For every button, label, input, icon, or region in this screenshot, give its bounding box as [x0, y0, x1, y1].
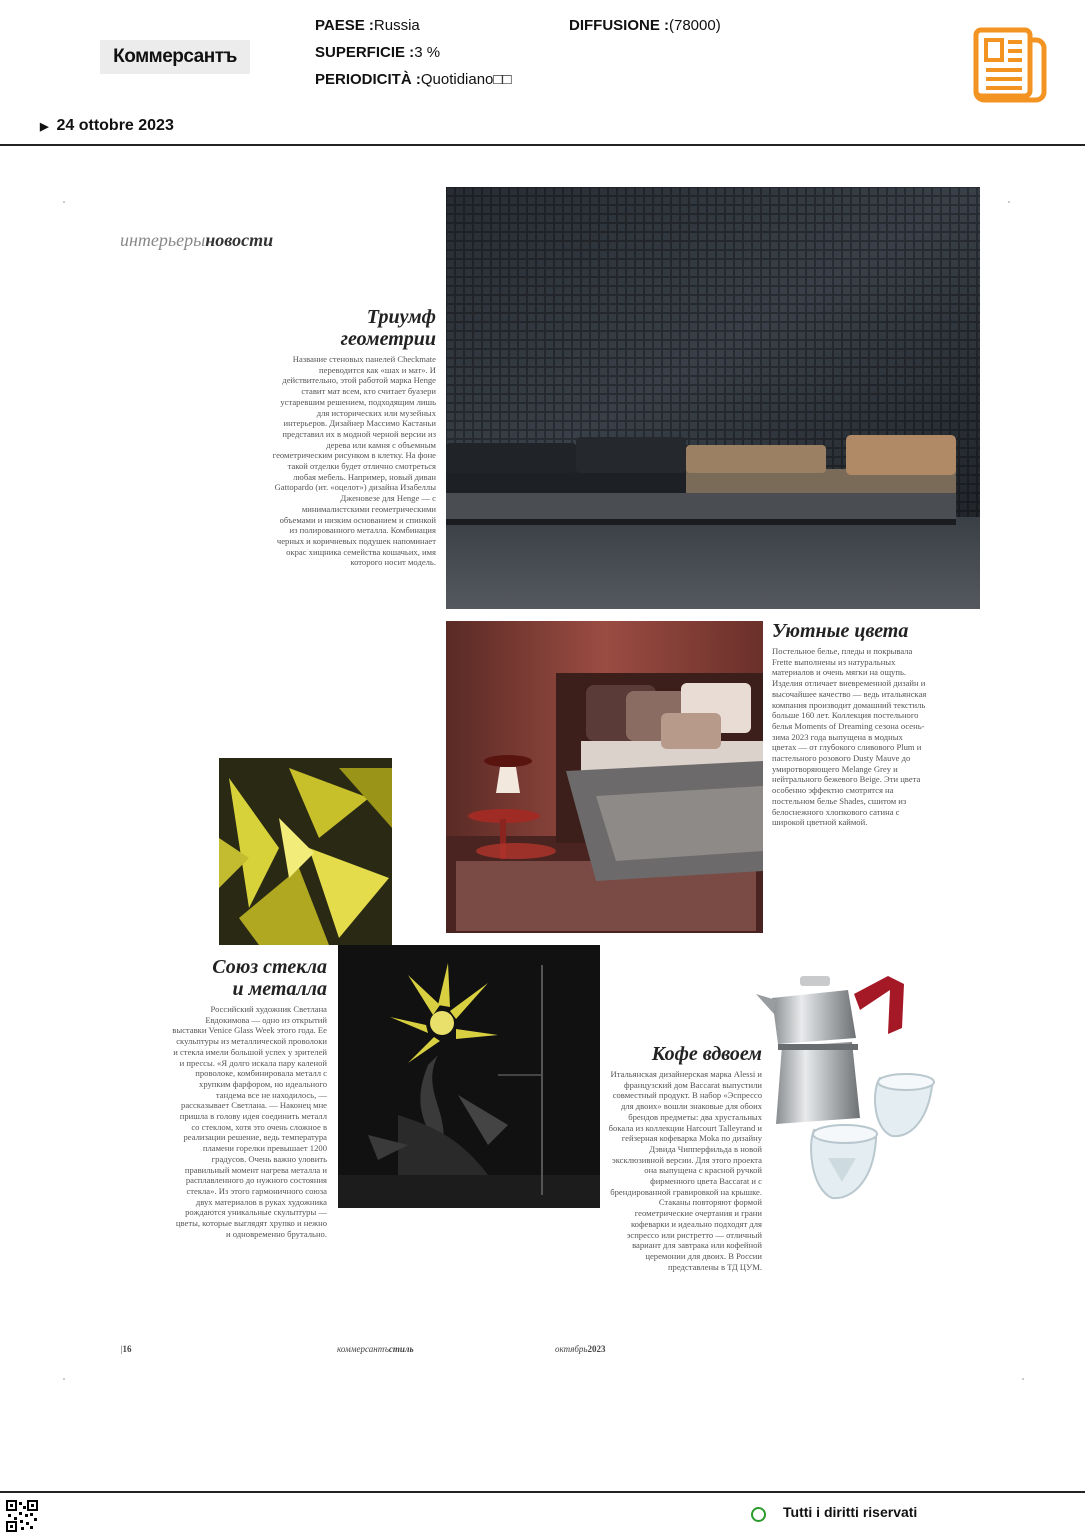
- header-divider: [0, 144, 1085, 146]
- date-text: 24 ottobre 2023: [56, 117, 174, 134]
- page-number: |16: [120, 1344, 132, 1354]
- section3-body: Российский художник Светлана Евдокимова — одно из открытий выставки Venice Glass Week этого года. Ее скульптуры из металлической проволоки и стекла имели большой успех у зрителей и прессы. «Я долго искала пару каленой проволоке, комбинировала металл с хрупким фарфором, но идеального тандема все не находилось, — рассказывает Светлана. — Наконец мне пришла в голову идея соединить металл со стеклом, хотя это очень сложное в реализации решение, ведь температура пламени горелки превышает 1200 градусов. Очень важно уловить правильный момент нагрева металла и расплавленного до нужного состояния стекла». Из этого гармоничного союза двух материалов в руках художника рождаются уникальные скульптуры — цветы, которые выглядят хрупко и нежно и одновременно брутально.: [172, 1004, 327, 1239]
- section1-title: [270, 306, 436, 350]
- diffusione-value: (78000): [669, 17, 721, 34]
- page-number-value: 16: [122, 1344, 132, 1354]
- issue-date: [555, 1344, 606, 1354]
- newspaper-icon: [972, 26, 1048, 104]
- paese-row: [315, 17, 420, 34]
- bedroom-photo: [446, 621, 763, 933]
- logo-text: Коммерсантъ: [113, 46, 237, 67]
- periodicita-label: PERIODICITÀ :: [315, 71, 421, 88]
- publication-logo: [100, 40, 250, 74]
- crop-mark: [63, 1378, 65, 1380]
- crop-mark: [1022, 1378, 1024, 1380]
- tiled-wall-sofa-photo: [446, 187, 980, 609]
- magazine-name-bold: стиль: [388, 1344, 414, 1354]
- rubric-light: интерьеры: [120, 230, 206, 250]
- issue-year: 2023: [587, 1344, 606, 1354]
- qr-code-icon: [6, 1500, 38, 1532]
- triangle-bullet-icon: ▶: [40, 121, 49, 133]
- date-row: [40, 117, 174, 135]
- paese-value: Russia: [373, 17, 420, 34]
- rights-text: Tutti i diritti riservati: [783, 1504, 918, 1520]
- section1-body: Название стеновых панелей Checkmate переводится как «шах и мат». И действительно, этой работой марка Henge ставит мат всем, кто считает буазери устаревшим решением, подходящим лишь для исторических или музейных интерьеров. Дизайнер Массимо Кастаньи представил их в модной черной версии из дерева или камня с объемным геометрическим рисунком в клетку. На фоне такой отделки будет отлично смотреться любая мебель. Например, новый диван Gattopardo (ит. «оцелот») дизайна Изабеллы Дженовезе для Henge — с минималистскими геометрическими объемами и низким основанием и спинкой из полированного металла. Комбинация черных и коричневых подушек напоминает окрас хищника семейства кошачьих, имя которого носит модель.: [272, 354, 436, 568]
- diffusione-row: [569, 17, 721, 34]
- section4-title: Кофе вдвоем: [651, 1043, 762, 1065]
- crop-mark: [1008, 201, 1010, 203]
- magazine-name-light: коммерсантъ: [337, 1344, 389, 1354]
- issue-month: октябрь: [555, 1344, 588, 1354]
- section1-title-line1: Триумф: [366, 306, 436, 328]
- status-circle-icon: [751, 1507, 766, 1522]
- section3-title-line2: и металла: [232, 978, 327, 1000]
- magazine-name: [337, 1344, 414, 1354]
- section3-title-line1: Союз стекла: [212, 956, 327, 978]
- moka-pot-glasses-photo: [752, 968, 942, 1208]
- section4-body: Итальянская дизайнерская марка Alessi и французский дом Baccarat выпустили совместный продукт. В набор «Эспрессо для двоих» вошли знаковые для обоих брендов предметы: два хрустальных бокала из коллекции Harcourt Talleyrand и гейзерная кофеварка Moka по дизайну Дэвида Чипперфильда в новой эксклюзивной версии. Для этого проекта она выпущена с красной ручкой фирменного цвета Baccarat и с брендированной гравировкой на крышке. Стаканы повторяют формой геометрические очертания и грани кофеварки и идеально подходят для эспрессо или ристретто — отличный вариант для завтрака или кофейной церемонии для двоих. В России представлены в ТД ЦУМ.: [608, 1069, 762, 1272]
- glass-sculpture-photo: [338, 945, 600, 1208]
- rubric-bold: новости: [205, 230, 274, 250]
- periodicita-value: Quotidiano□□: [420, 71, 512, 88]
- paese-label: PAESE :: [315, 17, 374, 34]
- section2-body: Постельное белье, пледы и покрывала Frette выполнены из натуральных материалов и очень мягки на ощупь. Изделия отличает вневременной дизайн и высочайшее качество — ведь итальянская компания производит домашний текстиль больше 160 лет. Коллекция постельного белья Moments of Dreaming сезона осень-зима 2023 года выпущена в модных цветах — от глубокого сливового Plum и пастельного розового Dusty Mauve до умиротворяющего Melange Grey и нейтрального бежевого Beige. Эти цвета особенно эффектно смотрятся на постельном белье Shades, сшитом из белоснежного хлопкового сатина с широкой цветной каймой.: [772, 646, 927, 828]
- superficie-label: SUPERFICIE :: [315, 44, 415, 61]
- diffusione-label: DIFFUSIONE :: [569, 17, 669, 34]
- periodicita-row: [315, 71, 512, 88]
- section1-title-line2: геометрии: [340, 328, 436, 350]
- glass-flower-detail-photo: [219, 758, 392, 945]
- section2-title: Уютные цвета: [772, 620, 909, 642]
- crop-mark: [63, 201, 65, 203]
- footer-divider: [0, 1491, 1085, 1493]
- rubric: [120, 230, 273, 251]
- section3-title: [170, 956, 327, 1000]
- superficie-value: 3 %: [414, 44, 441, 61]
- superficie-row: [315, 44, 440, 61]
